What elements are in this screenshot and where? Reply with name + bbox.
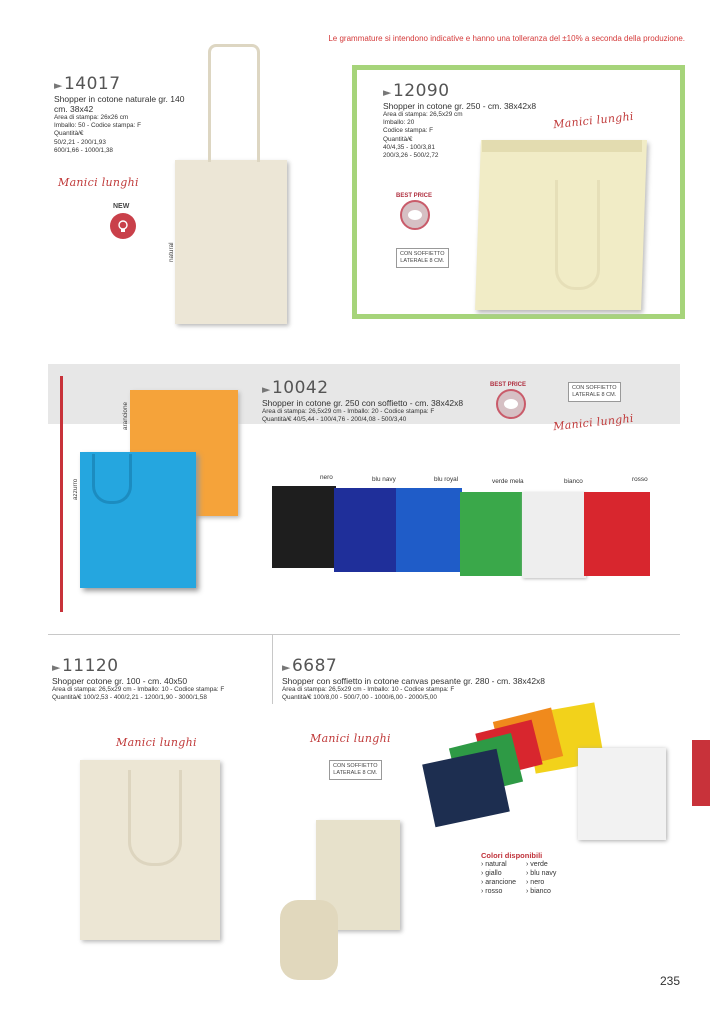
color-variants-row bbox=[272, 474, 654, 580]
color-option: › verde bbox=[526, 861, 548, 868]
detail-line: Area di stampa: 26x26 cm bbox=[54, 114, 129, 121]
bag-handle bbox=[92, 454, 132, 504]
variant-label: rosso bbox=[632, 476, 648, 483]
gusset-line: LATERALE 8 CM. bbox=[572, 392, 617, 398]
bag-gusset bbox=[482, 140, 642, 152]
product-14017 bbox=[54, 76, 194, 155]
detail-line: Area di stampa: 26,5x29 cm - Imballo: 10 - Codice stampa: F bbox=[282, 686, 455, 693]
product-10042 bbox=[262, 380, 502, 424]
arrow-icon: ► bbox=[262, 383, 271, 396]
tolerance-note: Le grammature si intendono indicative e hanno una tolleranza del ±10% a seconda della produzione. bbox=[328, 34, 685, 43]
section-tab bbox=[692, 740, 710, 806]
gusset-line: LATERALE 8 CM. bbox=[400, 258, 445, 264]
bag-natural-14017 bbox=[175, 160, 287, 324]
detail-line: 200/3,26 - 500/2,72 bbox=[383, 152, 439, 160]
detail-line: Codice stampa: F bbox=[383, 127, 434, 135]
detail-line: Quantità/€ bbox=[383, 135, 413, 143]
detail-line: Quantità/€ 40/5,44 - 100/4,76 - 200/4,08 - 500/3,40 bbox=[262, 416, 407, 424]
product-title: Shopper in cotone gr. 250 - cm. 38x42x8 bbox=[383, 101, 537, 111]
product-title: Shopper in cotone naturale gr. 140 bbox=[54, 94, 185, 104]
variant-label: blu navy bbox=[372, 476, 396, 483]
gusset-tag bbox=[329, 760, 382, 780]
colors-col-right bbox=[526, 860, 556, 896]
color-option: › giallo bbox=[481, 870, 502, 877]
detail-line: Area di stampa: 26,5x29 cm - Imballo: 10 - Codice stampa: F bbox=[52, 686, 225, 693]
product-code: ►11120 bbox=[52, 656, 119, 676]
product-code: ►14017 bbox=[54, 74, 121, 94]
detail-line: 600/1,66 - 1000/1,38 bbox=[54, 146, 113, 154]
color-label-azzurro: azzurro bbox=[72, 478, 79, 500]
gusset-tag bbox=[568, 382, 621, 402]
variant-nero bbox=[272, 486, 336, 568]
product-11120 bbox=[52, 658, 272, 702]
bag-pouch bbox=[280, 900, 338, 980]
product-title: Shopper con soffietto in cotone canvas pesante gr. 280 - cm. 38x42x8 bbox=[282, 676, 546, 686]
best-price-label: BEST PRICE bbox=[490, 382, 527, 388]
piggy-bank-icon bbox=[400, 200, 430, 230]
product-title: Shopper in cotone gr. 250 con soffietto - cm. 38x42x8 bbox=[262, 398, 464, 408]
detail-line: Imballo: 50 - Codice stampa: F bbox=[54, 122, 142, 130]
piggy-bank-icon bbox=[496, 389, 526, 419]
bag-white-6687 bbox=[578, 748, 666, 840]
color-option: › blu navy bbox=[526, 870, 557, 877]
variant-label: verde mela bbox=[492, 478, 524, 485]
color-label-natural: natural bbox=[168, 242, 175, 262]
variant-label: blu royal bbox=[434, 476, 459, 483]
best-price-badge bbox=[396, 193, 432, 230]
product-code: ►12090 bbox=[383, 81, 450, 101]
column-divider bbox=[272, 634, 273, 704]
colors-title: Colori disponibili bbox=[481, 851, 543, 860]
arrow-icon: ► bbox=[282, 661, 291, 674]
detail-line: Quantità/€ bbox=[54, 130, 84, 138]
handles-label: Manici lunghi bbox=[310, 732, 391, 745]
detail-line: 50/2,21 - 200/1,93 bbox=[54, 138, 106, 146]
new-badge-label: NEW bbox=[113, 203, 130, 210]
folded-bag-navy bbox=[422, 749, 510, 827]
arrow-icon: ► bbox=[52, 661, 61, 674]
bag-handle bbox=[128, 770, 182, 866]
available-colors bbox=[481, 851, 601, 896]
lightbulb-icon bbox=[115, 218, 131, 234]
colors-col-left bbox=[481, 860, 516, 896]
color-option: › arancione bbox=[481, 879, 517, 886]
product-title: Shopper cotone gr. 100 - cm. 40x50 bbox=[52, 676, 188, 686]
detail-line: 40/4,35 - 100/3,81 bbox=[383, 143, 435, 151]
section-divider bbox=[60, 376, 63, 612]
detail-line: Area di stampa: 26,5x29 cm - Imballo: 20 - Codice stampa: F bbox=[262, 408, 435, 415]
product-code: ►10042 bbox=[262, 378, 329, 398]
gusset-line: LATERALE 8 CM. bbox=[333, 770, 378, 776]
detail-line: Area di stampa: 26,5x29 cm bbox=[383, 111, 463, 118]
arrow-icon: ► bbox=[54, 79, 63, 92]
best-price-label: BEST PRICE bbox=[396, 193, 433, 199]
arrow-icon: ► bbox=[383, 86, 392, 99]
detail-line: Imballo: 20 bbox=[383, 119, 415, 127]
color-option: › rosso bbox=[481, 888, 503, 895]
handles-label: Manici lunghi bbox=[552, 109, 635, 132]
gusset-line: CON SOFFIETTO bbox=[572, 385, 617, 391]
variant-blu-navy bbox=[334, 488, 398, 572]
best-price-badge bbox=[490, 382, 526, 419]
handles-label: Manici lunghi bbox=[116, 736, 197, 749]
bag-handle bbox=[555, 180, 600, 290]
gusset-line: CON SOFFIETTO bbox=[333, 763, 378, 769]
variant-rosso bbox=[584, 492, 650, 576]
variant-blu-royal bbox=[396, 488, 462, 572]
color-option: › bianco bbox=[526, 888, 551, 895]
product-code: ►6687 bbox=[282, 656, 338, 676]
gusset-line: CON SOFFIETTO bbox=[400, 251, 445, 257]
detail-line: Quantità/€ 100/8,00 - 500/7,00 - 1000/6,00 - 2000/5,00 bbox=[282, 694, 437, 702]
variant-bianco bbox=[522, 492, 586, 578]
handles-label: Manici lunghi bbox=[58, 176, 139, 189]
gusset-tag bbox=[396, 248, 449, 268]
bag-handle bbox=[208, 44, 260, 162]
canvas-bags-pile bbox=[420, 700, 670, 840]
color-option: › natural bbox=[481, 861, 507, 868]
section-divider bbox=[48, 634, 680, 635]
variant-verde-mela bbox=[460, 492, 524, 576]
variant-label: bianco bbox=[564, 478, 583, 485]
handles-label: Manici lunghi bbox=[552, 411, 635, 434]
page-number: 235 bbox=[660, 974, 681, 988]
new-badge bbox=[110, 213, 136, 239]
color-option: › nero bbox=[526, 879, 545, 886]
color-label-arancione: arancione bbox=[122, 401, 129, 430]
detail-line: Quantità/€ 100/2,53 - 400/2,21 - 1200/1,90 - 3000/1,58 bbox=[52, 694, 207, 702]
product-size: cm. 38x42 bbox=[54, 104, 94, 114]
variant-label: nero bbox=[320, 474, 333, 481]
product-6687 bbox=[282, 658, 562, 702]
